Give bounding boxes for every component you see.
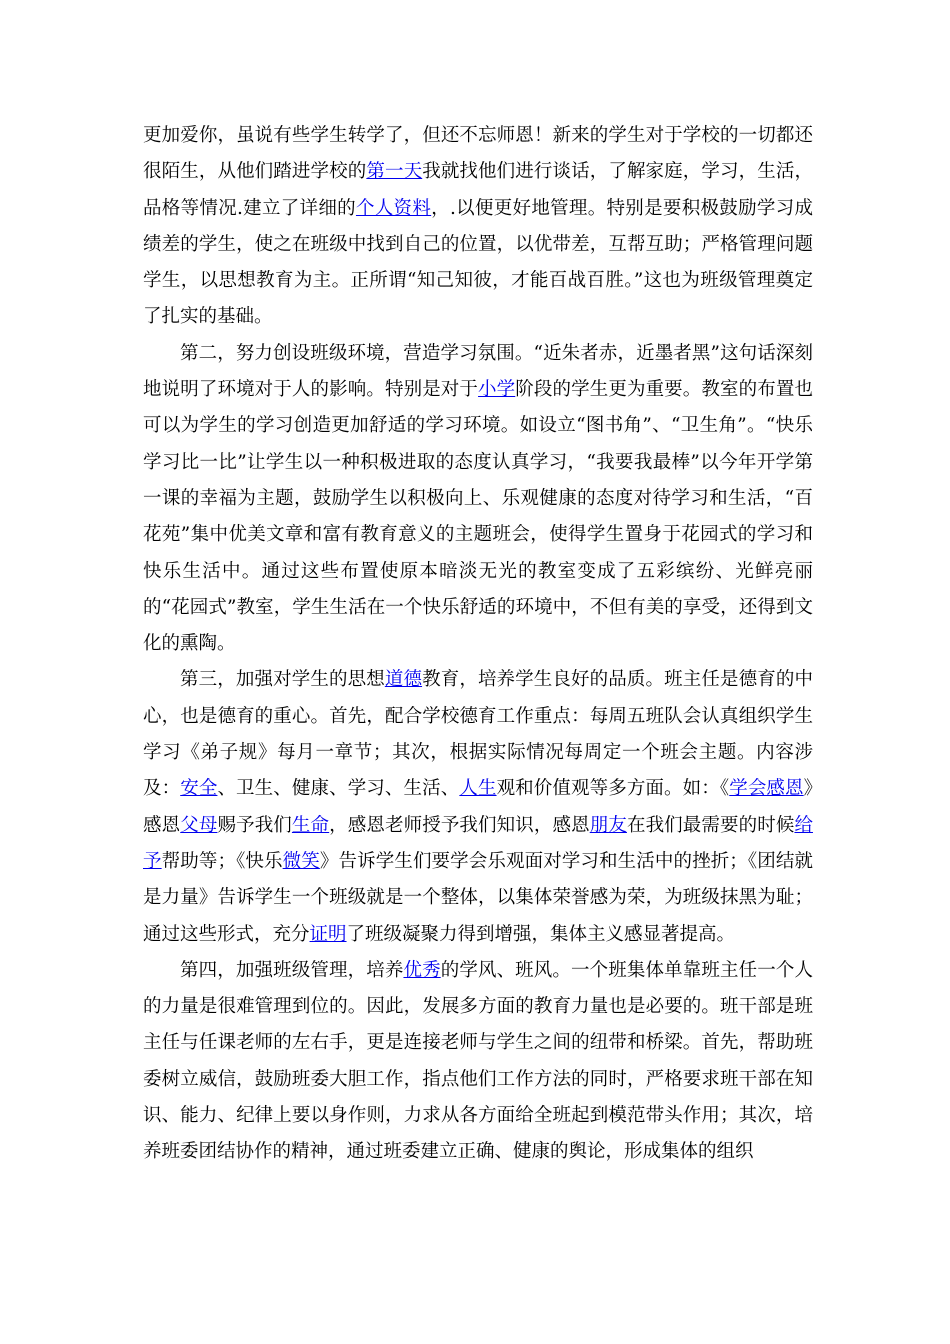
paragraph: [143, 336, 813, 663]
hyperlink[interactable]: 学会感恩: [729, 778, 804, 800]
text-run: ，.以便更好地管理。特别是要积极鼓励学习成绩差的学生，使之在班级中找到自己的位置，以优带差，互帮互助；严格管理问题学生，以思想教育为主。正所谓“知己知彼，才能百战百胜。”这也为班级管理奠定了扎实的基础。: [143, 197, 813, 328]
text-run: 在我们最需要的时候: [626, 814, 795, 836]
text-run: ，感恩老师授予我们知识，感恩: [329, 814, 590, 836]
hyperlink[interactable]: 优秀: [403, 959, 441, 981]
document-page: [143, 118, 813, 1171]
text-run: 赐予我们: [217, 814, 292, 836]
hyperlink[interactable]: 个人资料: [355, 197, 432, 219]
text-run: 更加爱你，虽说有些学生转学了，但还不忘师恩！新来的学生对于学校的一切都还很陌生，从他们踏进学校的: [143, 125, 813, 183]
hyperlink[interactable]: 安全: [180, 778, 218, 800]
text-run: 第二，努力创设班级环境，营造学习氛围。“近朱者赤，近墨者黑”这句话深刻地说明了环境对于人的影响。特别是对于: [143, 342, 813, 401]
text-run: 帮助等；《快乐: [161, 850, 283, 872]
hyperlink[interactable]: 朋友: [589, 814, 627, 836]
hyperlink[interactable]: 父母: [180, 814, 218, 836]
text-run: 、卫生、健康、学习、生活、: [217, 778, 460, 800]
text-run: 观和价值观等多方面。如：《: [496, 778, 730, 800]
text-run: 的学风、班风。一个班集体单靠班主任一个人的力量是很难管理到位的。因此，发展多方面的教育力量也是必要的。班干部是班主任与任课老师的左右手，更是连接老师与学生之间的纽带和桥梁。首先，帮助班委树立威信，鼓励班委大胆工作，指点他们工作方法的同时，严格要求班干部在知识、能力、纪律上要以身作则，力求从各方面给全班起到模范带头作用；其次，培养班委团结协作的精神，通过班委建立正确、健康的舆论，形成集体的组织: [143, 959, 813, 1163]
hyperlink[interactable]: 生命: [291, 814, 330, 836]
text-run: 第四，加强班级管理，培养: [180, 959, 404, 981]
hyperlink[interactable]: 人生: [459, 778, 497, 800]
text-run: 教育，培养学生良好的品质。班主任是德育的中心，也是德育的重心。首先，配合学校德育工作重点：每周五班队会认真组织学生学习《弟子规》每月一章节；其次，根据实际情况每周定一个班会主题。内容涉及：: [143, 669, 813, 800]
text-run: 了班级凝聚力得到增强，集体主义感显著提高。: [346, 923, 736, 945]
text-run: 》感恩: [143, 778, 813, 836]
paragraph: [143, 953, 813, 1171]
text-run: 第三，加强对学生的思想: [180, 669, 385, 691]
hyperlink[interactable]: 微笑: [282, 850, 320, 872]
paragraph: [143, 118, 813, 336]
hyperlink[interactable]: 道德: [384, 669, 423, 691]
paragraph: [143, 662, 813, 952]
hyperlink[interactable]: 第一天: [366, 161, 423, 183]
hyperlink[interactable]: 小学: [478, 379, 516, 401]
text-run: 阶段的学生更为重要。教室的布置也可以为学生的学习创造更加舒适的学习环境。如设立“图书角”、“卫生角”。“快乐学习比一比”让学生以一种积极进取的态度认真学习，“我要我最棒”以今年开学第一课的幸福为主题，鼓励学生以积极向上、乐观健康的态度对待学习和生活，“百花苑”集中优美文章和富有教育意义的主题班会，使得学生置身于花园式的学习和快乐生活中。通过这些布置使原本暗淡无光的教室变成了五彩缤纷、光鲜亮丽的“花园式”教室，学生生活在一个快乐舒适的环境中，不但有美的享受，还得到文化的熏陶。: [143, 379, 813, 655]
text-run: 我就找他们进行谈话，了解家庭，学习，生活，品格等情况.建立了详细的: [143, 161, 813, 219]
hyperlink[interactable]: 证明: [309, 923, 347, 945]
hyperlink[interactable]: 给予: [143, 814, 813, 872]
text-run: 》告诉学生们要学会乐观面对学习和生活中的挫折；《团结就是力量》告诉学生一个班级就是一个整体，以集体荣誉感为荣，为班级抹黑为耻；通过这些形式，充分: [143, 850, 813, 945]
